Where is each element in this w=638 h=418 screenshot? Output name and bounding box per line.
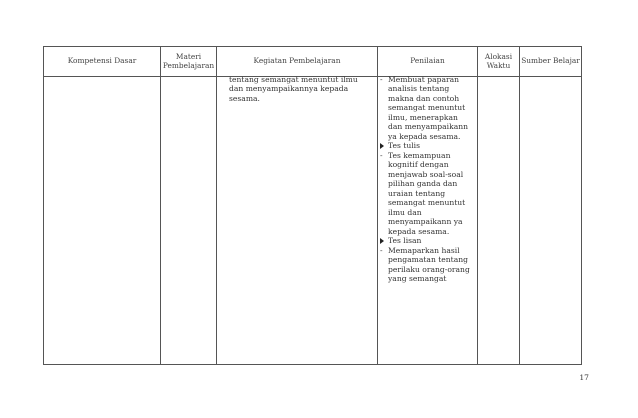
header-kegiatan-pembelajaran: Kegiatan Pembelajaran <box>217 47 378 77</box>
header-sumber-belajar: Sumber Belajar <box>520 47 582 77</box>
penilaian-item-text: Tes kemampuan kognitif dengan menjawab soal-soal pilihan ganda dan uraian tentang semangat menuntut ilmu dan menyampaikann ya kepada sesama. <box>388 150 466 236</box>
penilaian-item <box>378 236 477 245</box>
penilaian-item-text: Membuat paparan analisis tentang makna dan contoh semangat menuntut ilmu, menerapkan dan menyampaikann ya kepada sesama. <box>388 75 469 141</box>
header-penilaian: Penilaian <box>378 47 478 77</box>
table-header-row <box>44 47 582 77</box>
header-kompetensi-dasar: Kompetensi Dasar <box>44 47 161 77</box>
header-alokasi-waktu: Alokasi Waktu <box>478 47 520 77</box>
lesson-plan-table <box>43 46 582 365</box>
penilaian-item <box>378 75 477 141</box>
kegiatan-text: tentang semangat menuntut ilmu dan menyampaikannya kepada sesama. <box>229 75 358 103</box>
penilaian-item-text: Memaparkan hasil pengamatan tentang perilaku orang-orang yang semangat <box>388 245 470 284</box>
cell-penilaian <box>378 77 478 365</box>
penilaian-item <box>378 246 477 284</box>
dash-marker: - <box>380 150 383 160</box>
page-number: 17 <box>579 373 589 382</box>
cell-alokasi-waktu <box>478 77 520 365</box>
penilaian-item-text: Tes tulis <box>388 141 420 151</box>
table-row <box>44 77 582 365</box>
dash-marker: - <box>380 75 383 84</box>
header-materi-pembelajaran: Materi Pembelajaran <box>161 47 217 77</box>
cell-kompetensi-dasar <box>44 77 161 365</box>
penilaian-item-text: Tes lisan <box>388 236 422 246</box>
penilaian-item <box>378 151 477 236</box>
penilaian-list <box>378 75 477 284</box>
cell-materi-pembelajaran <box>161 77 217 365</box>
penilaian-item <box>378 141 477 150</box>
cell-kegiatan-pembelajaran <box>217 77 378 365</box>
cell-sumber-belajar <box>520 77 582 365</box>
dash-marker: - <box>380 245 383 255</box>
